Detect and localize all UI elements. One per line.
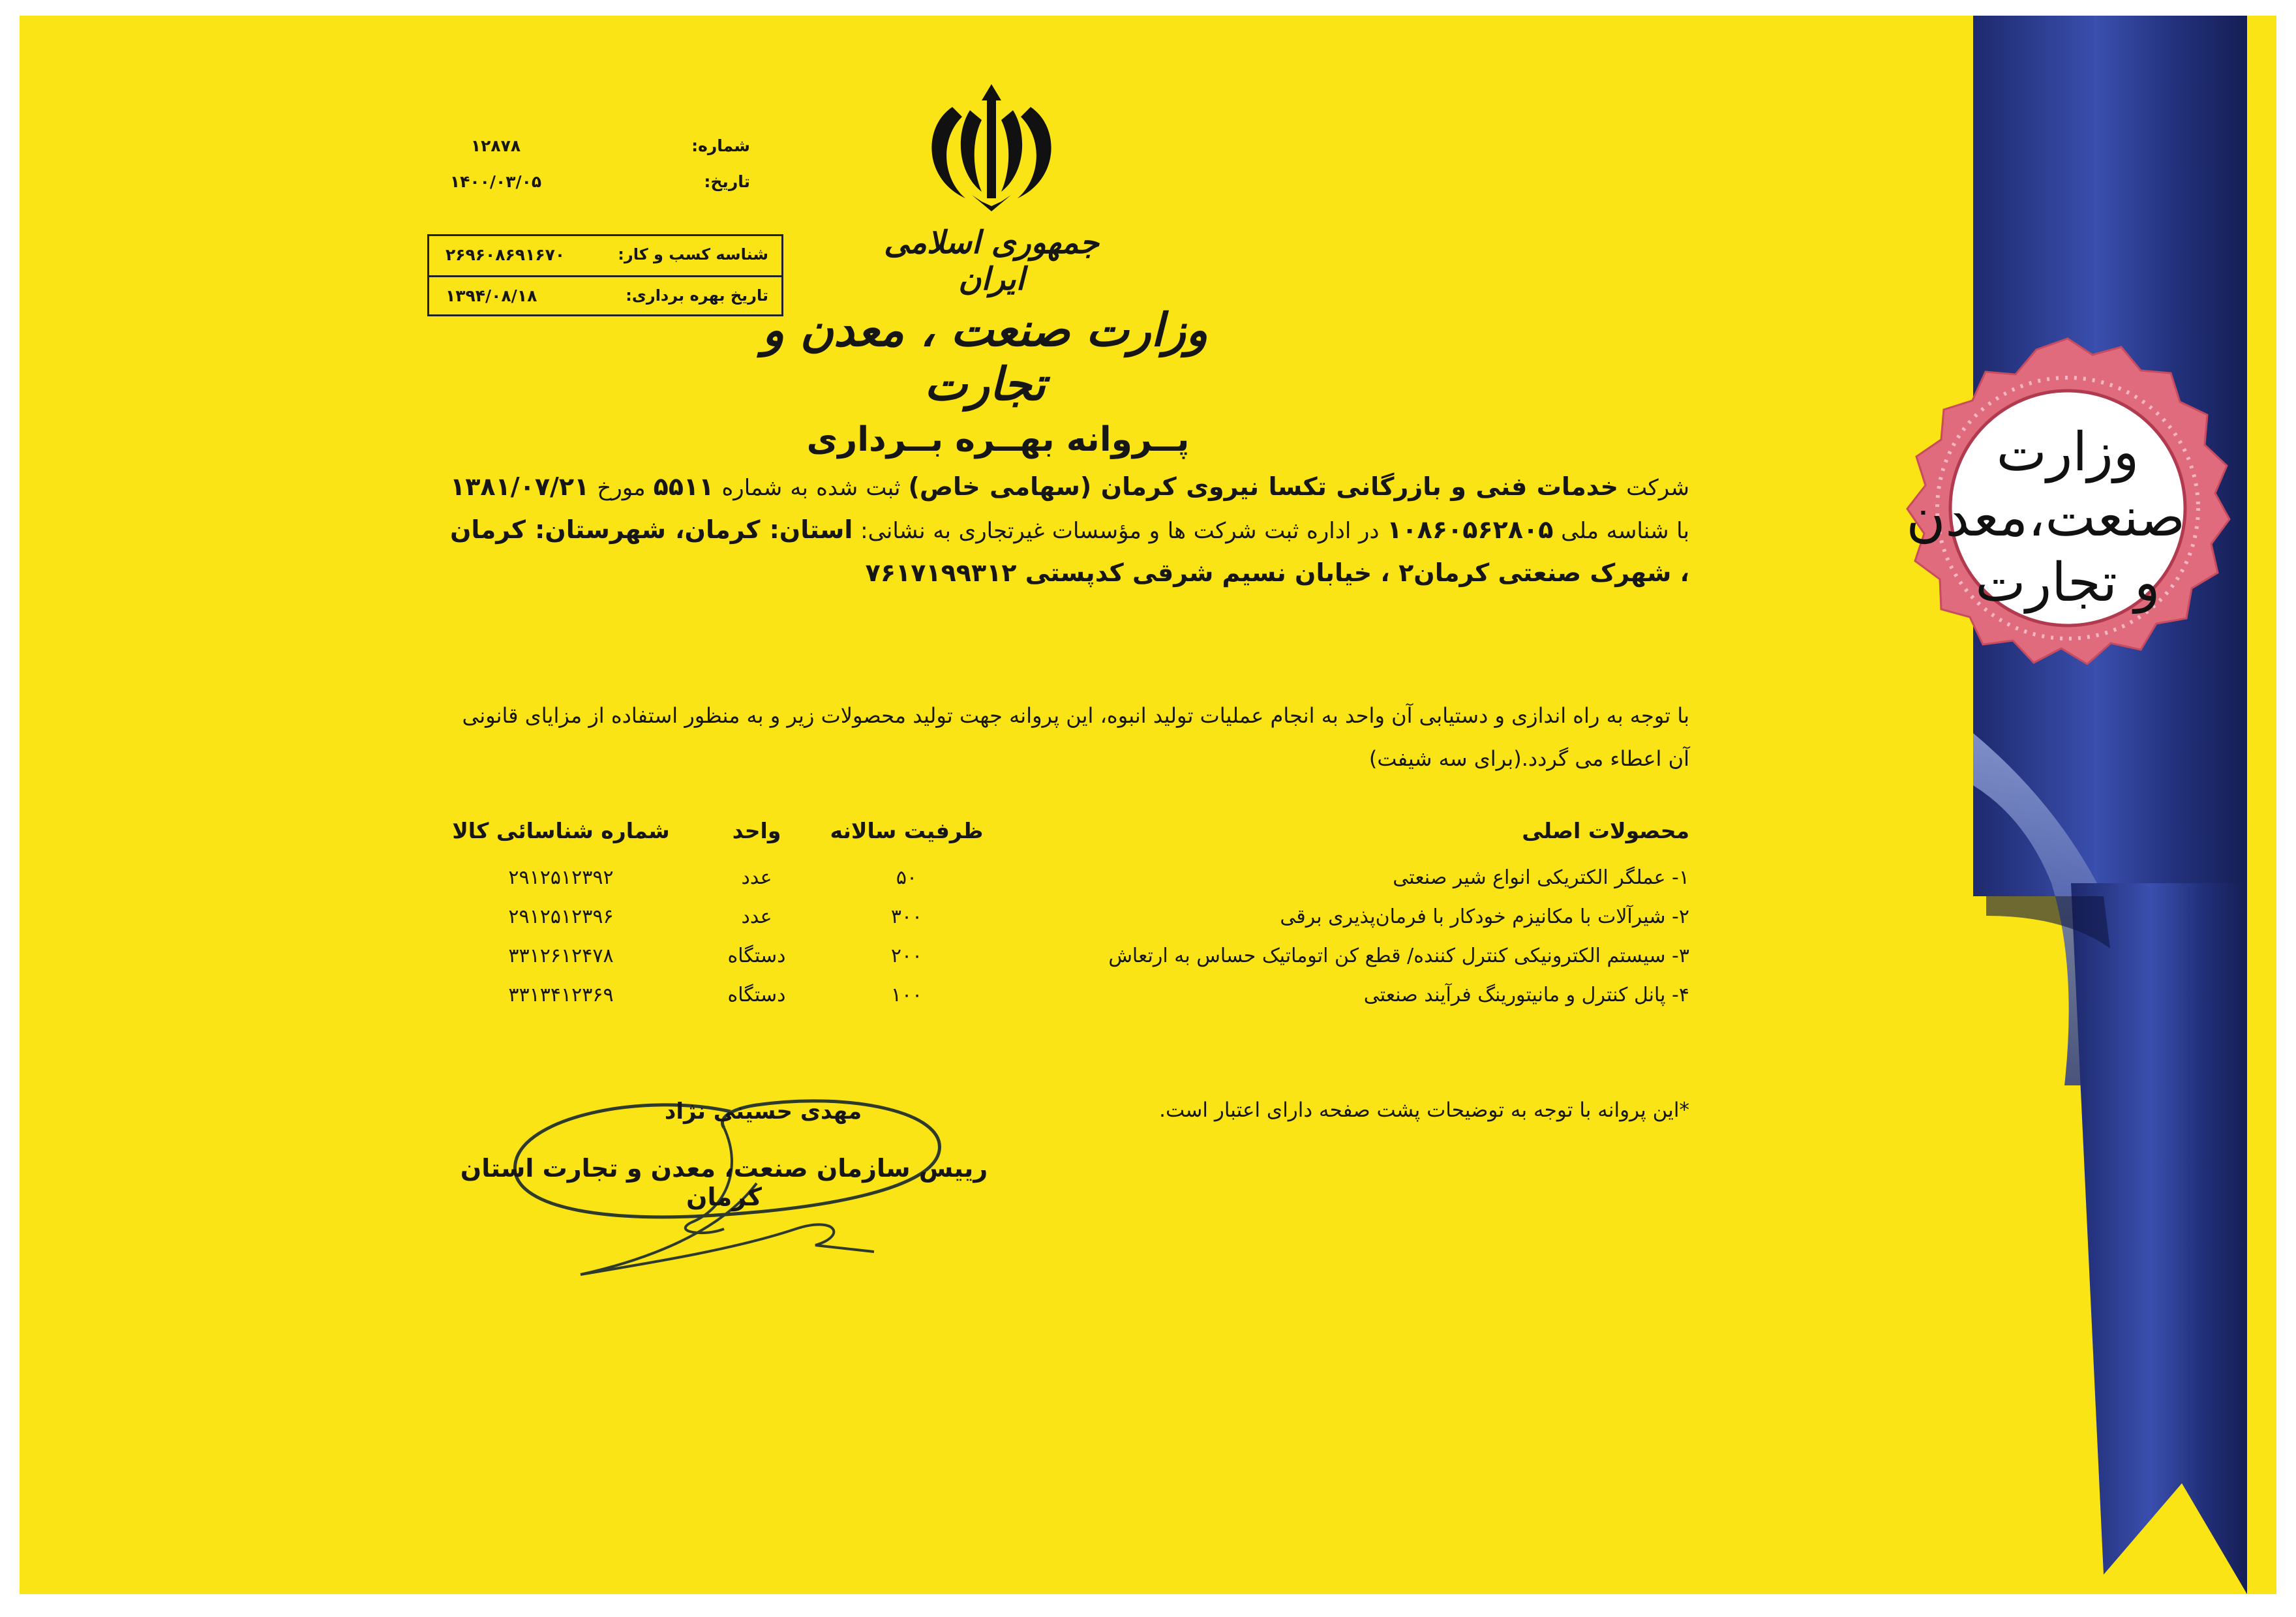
product-unit: عدد (741, 866, 772, 889)
date-value: ۱۴۰۰/۰۳/۰۵ (449, 172, 542, 191)
registration-number: ۵۵۱۱ (653, 472, 714, 501)
product-unit: دستگاه (727, 983, 786, 1006)
seal-line-2: صنعت،معدن (1906, 487, 2185, 549)
operation-date-value: ۱۳۹۴/۰۸/۱۸ (446, 286, 537, 305)
ministry-heading: وزارت صنعت ، معدن و تجارت (762, 303, 1208, 411)
date-label: تاریخ: (704, 172, 750, 191)
product-capacity: ۲۰۰ (890, 944, 923, 967)
product-name: ۳- سیستم الکترونیکی کنترل کننده/ قطع کن اتوماتیک حساس به ارتعاش (1108, 944, 1689, 967)
operation-date-label: تاریخ بهره برداری: (626, 286, 768, 305)
iran-emblem-icon (916, 81, 1066, 218)
product-name: ۴- پانل کنترل و مانیتورینگ فرآیند صنعتی (1363, 983, 1689, 1006)
product-code: ۳۳۱۲۶۱۲۴۷۸ (508, 944, 614, 967)
table-header-row (430, 818, 1689, 858)
signer-title: رییس سازمان صنعت، معدن و تجارت استان کرمان (460, 1154, 988, 1211)
decorative-ribbon (1973, 16, 2247, 1594)
business-id-row (429, 236, 781, 275)
license-statement: با توجه به راه اندازی و دستیابی آن واحد به انجام عملیات تولید انبوه، این پروانه جهت تولید محصولات زیر و به منظور استفاده از مزایای قانونی آن اعطاء می گردد.(برای سه شیفت) (462, 703, 1689, 771)
header-unit: واحد (732, 818, 781, 843)
seal-line-1: وزارت (1996, 421, 2139, 483)
table-row (430, 936, 1689, 975)
license-certificate (20, 16, 2276, 1594)
seal-line-3: و تجارت (1975, 552, 2160, 614)
product-name: ۲- شیرآلات با مکانیزم خودکار با فرمان‌پذیری برقی (1280, 905, 1689, 928)
national-id: ۱۰۸۶۰۵۶۲۸۰۵ (1387, 515, 1554, 544)
business-id-label: شناسه کسب و کار: (618, 245, 768, 264)
license-title: پــروانه بهــره بــرداری (806, 420, 1190, 459)
product-capacity: ۳۰۰ (890, 905, 923, 928)
company-address: استان: کرمان، شهرستان: کرمان ، شهرک صنعتی کرمان۲ ، خیابان نسیم شرقی کدپستی ۷۶۱۷۱۹۹۳۱۲ (450, 515, 1689, 587)
product-code: ۲۹۱۲۵۱۲۳۹۶ (508, 905, 614, 928)
republic-heading: جمهوری اسلامی ایران (884, 224, 1099, 297)
product-capacity: ۱۰۰ (890, 983, 923, 1006)
validity-note: *این پروانه با توجه به توضیحات پشت صفحه دارای اعتبار است. (1159, 1098, 1689, 1122)
header-products: محصولات اصلی (1522, 818, 1689, 843)
product-code: ۳۳۱۳۴۱۲۳۶۹ (508, 983, 614, 1006)
number-value: ۱۲۸۷۸ (470, 136, 521, 155)
business-id-value: ۲۶۹۶۰۸۶۹۱۶۷۰ (446, 245, 566, 264)
products-table (430, 818, 1689, 1014)
header-capacity: ظرفیت سالانه (830, 818, 984, 843)
registration-date: ۱۳۸۱/۰۷/۲۱ (450, 472, 590, 501)
table-row (430, 975, 1689, 1014)
seal-text (1906, 420, 2185, 616)
registration-box (427, 234, 783, 316)
operation-date-row (429, 275, 781, 316)
product-unit: عدد (741, 905, 772, 928)
product-capacity: ۵۰ (896, 866, 918, 889)
company-paragraph: شرکت خدمات فنی و بازرگانی تکسا نیروی کرمان (سهامی خاص) ثبت شده به شماره ۵۵۱۱ مورخ ۱۳۸۱/۰۷/۲۱ با شناسه ملی ۱۰۸۶۰۵۶۲۸۰۵ در اداره ثبت شرکت ها و مؤسسات غیرتجاری به نشانی: استان: کرمان، شهرستان: کرمان ، شهرک صنعتی کرمان۲ ، خیابان نسیم شرقی کدپستی ۷۶۱۷۱۹۹۳۱۲ (450, 472, 1689, 587)
product-code: ۲۹۱۲۵۱۲۳۹۲ (508, 866, 614, 889)
signer-name: مهدی حسینی نژاد (664, 1098, 862, 1125)
table-row (430, 897, 1689, 936)
company-name: خدمات فنی و بازرگانی تکسا نیروی کرمان (سهامی خاص) (908, 472, 1619, 501)
number-label: شماره: (691, 136, 750, 155)
product-unit: دستگاه (727, 944, 786, 967)
table-row (430, 858, 1689, 897)
header-code: شماره شناسائی کالا (452, 818, 670, 843)
product-name: ۱- عملگر الکتریکی انواع شیر صنعتی (1393, 866, 1689, 889)
